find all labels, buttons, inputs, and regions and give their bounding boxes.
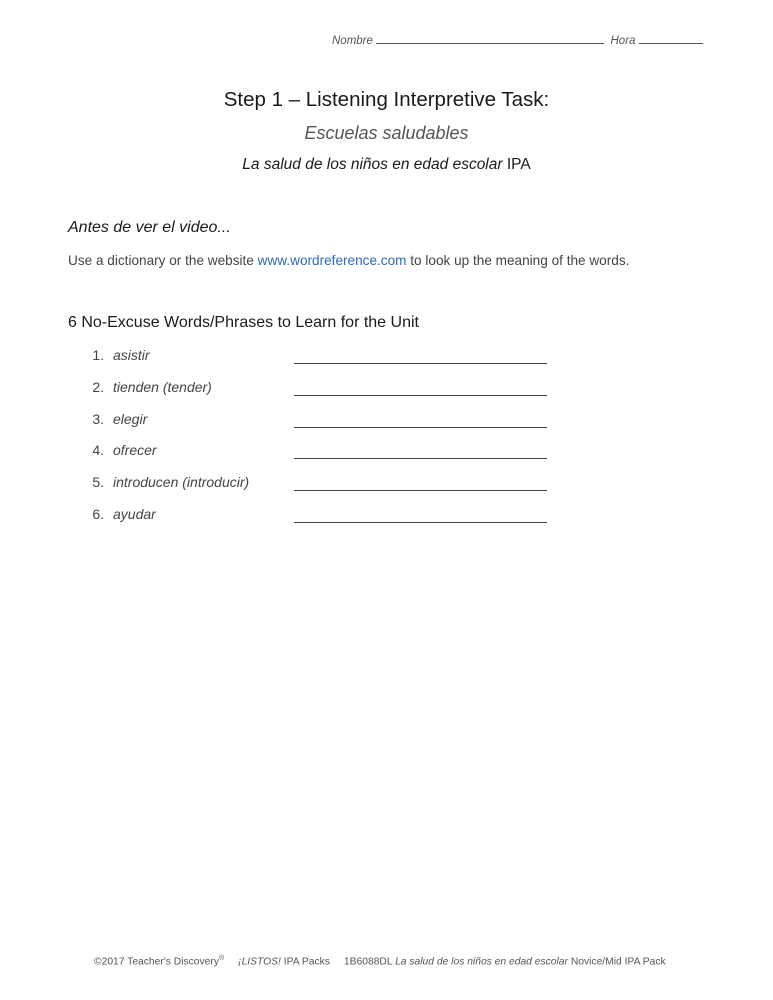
footer-pack-level: Novice/Mid IPA Pack	[567, 956, 666, 968]
wordreference-link[interactable]: www.wordreference.com	[257, 253, 407, 268]
word-number: 4.	[92, 442, 104, 458]
footer-copyright: ©2017 Teacher's Discovery	[94, 956, 219, 968]
name-hour-header	[332, 31, 703, 47]
word-number: 5.	[92, 474, 104, 490]
no-excuse-words-heading: 6 No-Excuse Words/Phrases to Learn for the Unit	[68, 314, 419, 331]
answer-blank-line[interactable]	[294, 427, 547, 428]
word-text: ofrecer	[113, 442, 157, 458]
answer-blank-line[interactable]	[294, 490, 547, 491]
word-text: elegir	[113, 411, 148, 427]
word-number: 3.	[92, 411, 104, 427]
dictionary-instructions	[68, 253, 629, 268]
answer-blank-line[interactable]	[294, 522, 547, 523]
page-title: Step 1 – Listening Interpretive Task:	[223, 88, 550, 111]
word-number: 1.	[92, 347, 104, 363]
hour-label: Hora	[610, 35, 636, 47]
footer-series-suffix: IPA Packs	[280, 956, 330, 968]
word-text: asistir	[113, 347, 150, 363]
footer-series-name: ¡LISTOS!	[238, 956, 281, 968]
page-footer	[94, 955, 666, 967]
word-number: 6.	[92, 506, 104, 522]
before-video-heading: Antes de ver el video...	[68, 219, 231, 236]
name-blank-line	[376, 31, 604, 44]
word-text: ayudar	[113, 506, 156, 522]
page-subtitle: Escuelas saludables	[304, 123, 469, 143]
name-label: Nombre	[332, 35, 373, 47]
footer-pack-title: La salud de los niños en edad escolar	[395, 956, 568, 968]
instruction-text-after: to look up the meaning of the words.	[406, 253, 630, 268]
answer-blank-line[interactable]	[294, 363, 547, 364]
word-number: 2.	[92, 379, 104, 395]
unit-title-ipa: IPA	[506, 156, 531, 173]
instruction-text-before: Use a dictionary or the website	[68, 253, 258, 268]
unit-title-italic: La salud de los niños en edad escolar	[242, 156, 503, 173]
unit-title	[0, 156, 773, 174]
hour-blank-line	[639, 31, 703, 44]
word-text: introducen (introducir)	[113, 474, 250, 490]
word-text: tienden (tender)	[113, 379, 212, 395]
footer-registered-mark: ®	[218, 955, 225, 962]
answer-blank-line[interactable]	[294, 395, 547, 396]
answer-blank-line[interactable]	[294, 458, 547, 459]
footer-product-code: 1B6088DL	[343, 956, 396, 968]
